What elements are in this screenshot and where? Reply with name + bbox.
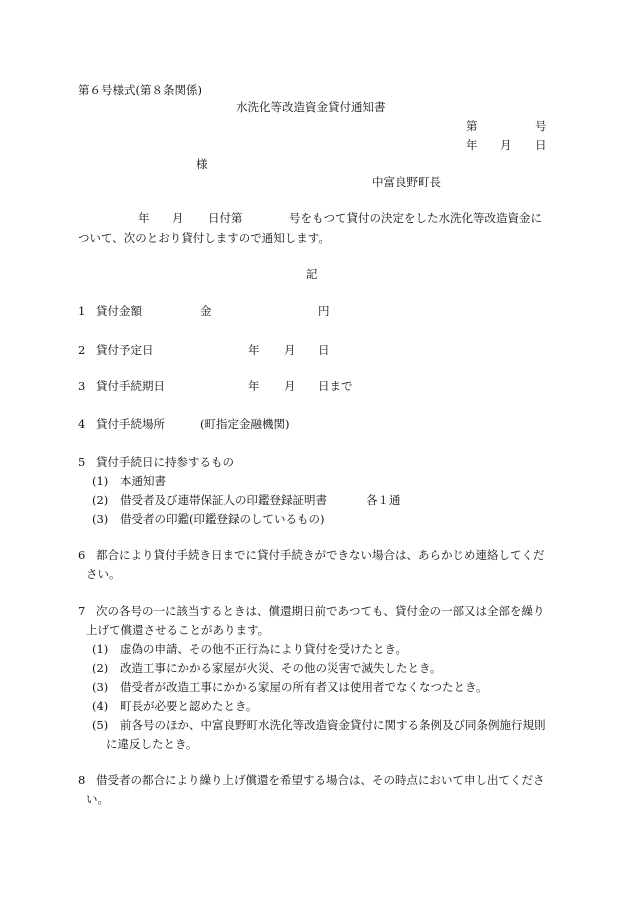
date-day: 日	[535, 138, 547, 152]
item5-sub3-text: 借受者の印鑑(印鑑登録のしているもの)	[120, 512, 325, 526]
item7-sub5-number: (5)	[92, 718, 109, 732]
intro-year: 年	[138, 211, 150, 225]
item7-sub1-text: 虚偽の申請、その他不正行為により貸付を受けたとき。	[120, 642, 408, 656]
intro-line1-rest: 号をもつて貸付の決定をした水洗化等改造資金に	[289, 211, 542, 225]
item7-number: 7	[78, 604, 86, 618]
date-month: 月	[500, 138, 512, 152]
item7-sub3-text: 借受者が改造工事にかかる家屋の所有者又は使用者でなくなつたとき。	[120, 680, 488, 694]
item1-yen: 円	[318, 304, 330, 318]
item1-number: 1	[78, 304, 86, 318]
item7-sub2-text: 改造工事にかかる家屋が火災、その他の災害で滅失したとき。	[120, 661, 442, 675]
item7-sub2-number: (2)	[92, 661, 109, 675]
item2-day: 日	[318, 343, 330, 357]
item3-number: 3	[78, 379, 86, 393]
item5-sub2-extra: 各１通	[366, 493, 401, 507]
recipient-suffix: 様	[196, 157, 208, 171]
issuer-name: 中富良野町長	[372, 175, 441, 189]
item2-month: 月	[284, 343, 296, 357]
item5-sub2-number: (2)	[92, 493, 109, 507]
date-year: 年	[466, 138, 478, 152]
item3-label: 貸付手続期日	[96, 379, 165, 393]
item2-label: 貸付予定日	[96, 343, 154, 357]
item3-year: 年	[248, 379, 260, 393]
number-go: 号	[535, 119, 547, 133]
item3-day: 日まで	[318, 379, 353, 393]
intro-day-ref: 日付第	[208, 211, 243, 225]
item5-sub1-number: (1)	[92, 474, 109, 488]
item5-number: 5	[78, 455, 86, 469]
item4-place: (町指定金融機関)	[200, 417, 290, 431]
item6-number: 6	[78, 548, 86, 562]
item8-number: 8	[78, 773, 86, 787]
item3-month: 月	[284, 379, 296, 393]
item5-label: 貸付手続日に持参するもの	[96, 455, 234, 469]
item7-sub3-number: (3)	[92, 680, 109, 694]
item5-sub2-text: 借受者及び連帯保証人の印鑑登録証明書	[120, 493, 327, 507]
item1-kin: 金	[200, 304, 212, 318]
document-title: 水洗化等改造資金貸付通知書	[236, 100, 386, 114]
item7-line1: 次の各号の一に該当するときは、償還期日前であつても、貸付金の一部又は全部を繰り	[96, 604, 545, 618]
item7-sub4-text: 町長が必要と認めたとき。	[120, 699, 258, 713]
item6-line2: さい。	[86, 567, 121, 581]
item5-sub3-number: (3)	[92, 512, 109, 526]
item2-number: 2	[78, 343, 86, 357]
intro-line2: ついて、次のとおり貸付しますので通知します。	[78, 231, 330, 245]
intro-month: 月	[172, 211, 184, 225]
item7-sub4-number: (4)	[92, 699, 109, 713]
item7-sub5-text: 前各号のほか、中富良野町水洗化等改造資金貸付に関する条例及び同条例施行規則	[120, 718, 546, 732]
item7-sub1-number: (1)	[92, 642, 109, 656]
form-label: 第６号様式(第８条関係)	[78, 83, 202, 97]
item6-line1: 都合により貸付手続き日までに貸付手続きができない場合は、あらかじめ連絡してくだ	[96, 548, 545, 562]
item4-label: 貸付手続場所	[96, 417, 165, 431]
ki-heading: 記	[306, 267, 318, 281]
item2-year: 年	[248, 343, 260, 357]
item8-line1: 借受者の都合により繰り上げ償還を希望する場合は、その時点において申し出てくださ	[96, 773, 545, 787]
item4-number: 4	[78, 417, 86, 431]
item8-line2: い。	[86, 792, 109, 806]
item5-sub1-text: 本通知書	[120, 474, 166, 488]
item7-line2: 上げて償還させることがあります。	[86, 623, 270, 637]
item7-sub5-continuation: に違反したとき。	[106, 737, 198, 751]
item1-label: 貸付金額	[96, 304, 142, 318]
number-dai: 第	[466, 119, 478, 133]
